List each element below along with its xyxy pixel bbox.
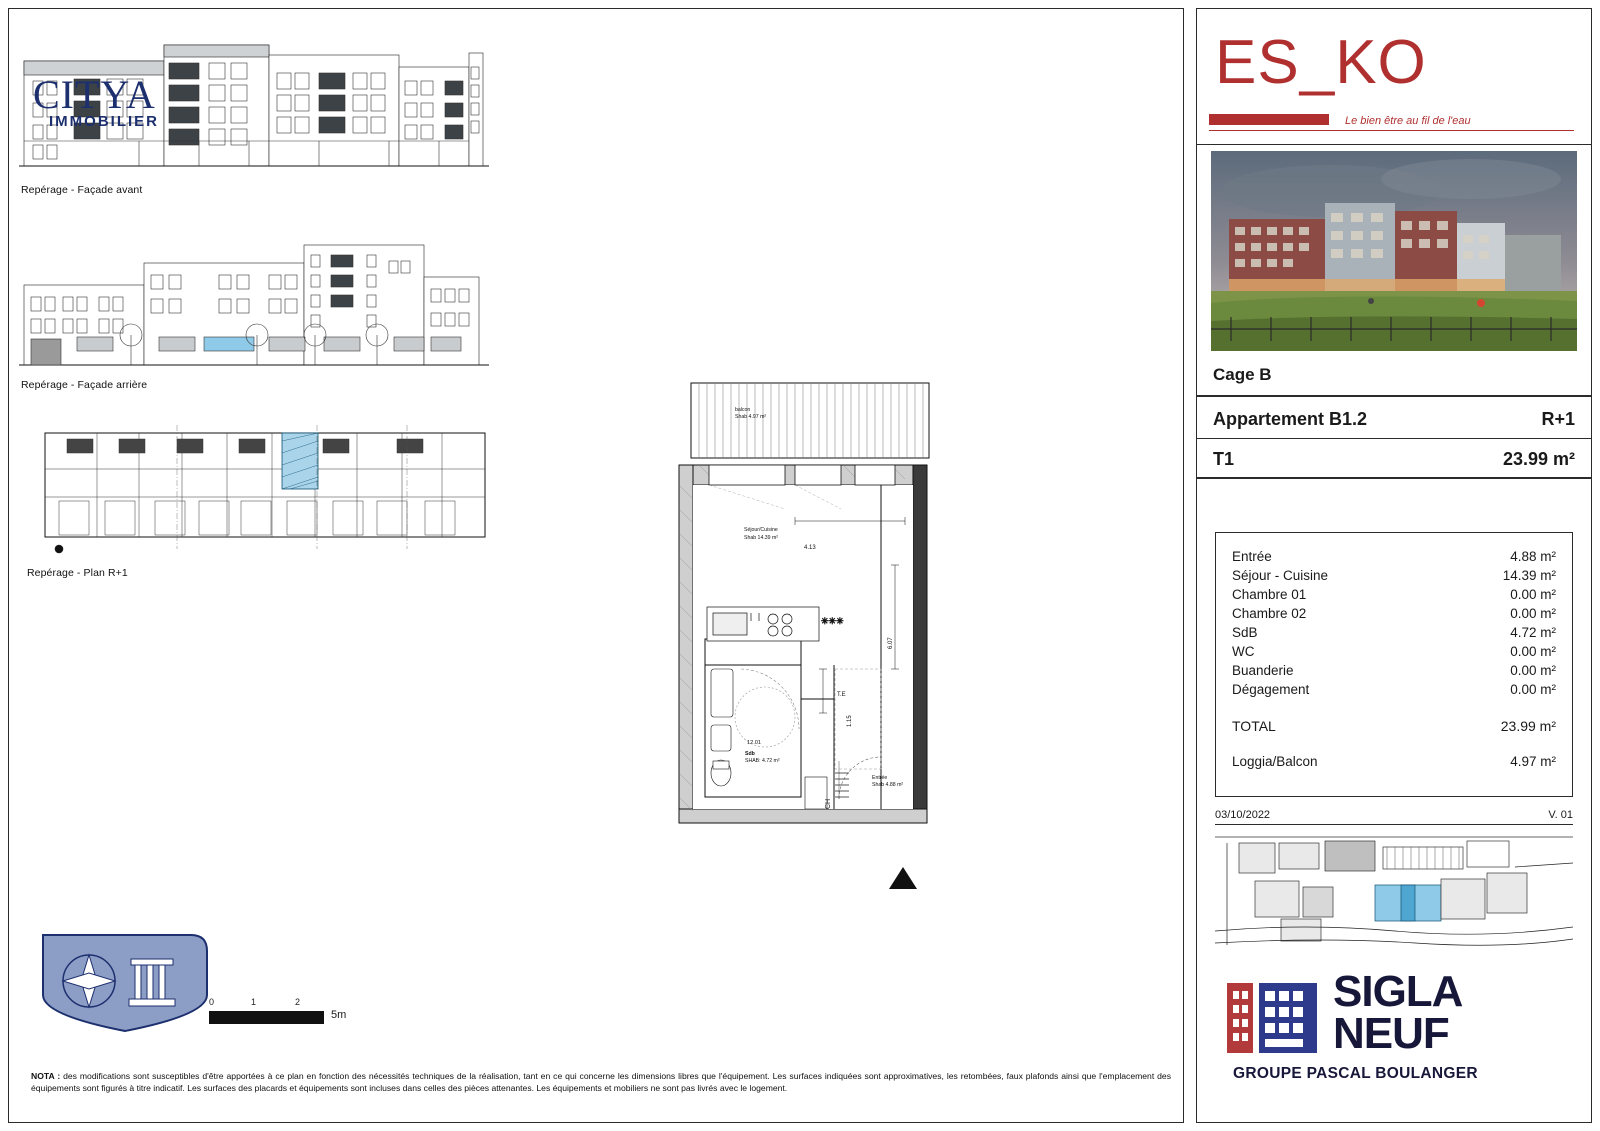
scale-tick-0: 0 bbox=[209, 997, 215, 1007]
nota-text bbox=[31, 1071, 1171, 1094]
surface-label: Entrée bbox=[1232, 549, 1272, 564]
plan-entree-area: Shab 4.88 m² bbox=[872, 782, 904, 788]
appartement-label: Appartement B1.2 bbox=[1213, 409, 1368, 429]
typologie-surface: 23.99 m² bbox=[1502, 449, 1575, 469]
table-row bbox=[1232, 642, 1556, 661]
plan-entree-label: Entrée bbox=[872, 775, 888, 781]
surface-label: Chambre 01 bbox=[1232, 587, 1307, 602]
surface-value: 14.39 m² bbox=[1502, 568, 1556, 583]
scale-bar bbox=[209, 997, 369, 1033]
info-panel bbox=[1196, 8, 1592, 1123]
esko-accent-bar bbox=[1209, 114, 1329, 125]
citya-name: CITYA bbox=[33, 72, 156, 117]
citya-logo bbox=[31, 931, 221, 1059]
sigla-line1: SIGLA bbox=[1333, 967, 1463, 1016]
loggia-row bbox=[1232, 752, 1556, 771]
apartment-floor-plan bbox=[669, 369, 959, 899]
surface-label: SdB bbox=[1232, 625, 1258, 640]
table-row bbox=[1232, 547, 1556, 566]
site-situation-map bbox=[1215, 827, 1573, 955]
citya-subtitle: IMMOBILIER bbox=[49, 113, 159, 130]
sigla-wordmark bbox=[1333, 967, 1463, 1058]
surface-label: Chambre 02 bbox=[1232, 606, 1307, 621]
nota-body: des modifications sont susceptibles d'être apportées à ce plan en fonction des nécessités techniques de la réalisation, tant en ce qui concerne les dimensions libres que l'équipement. Les surfaces indiquées sont approximatives, les retombées, faux plafonds ainsi que l'emplacement des équipements sont figurés à titre indicatif. Les surfaces des placards et équipements sont incluses dans celles des pièces attenantes. Les équipements et mobiliers ne sont pas livrés avec le logement. bbox=[31, 1071, 1172, 1093]
plan-dim-height: 6.07 bbox=[888, 637, 894, 649]
surface-value: 0.00 m² bbox=[1510, 644, 1556, 659]
typologie-type: T1 bbox=[1213, 449, 1235, 469]
plan-r1-keyplan bbox=[27, 419, 497, 559]
facade-arriere-elevation bbox=[19, 227, 489, 372]
svg-text:✳✳✳: ✳✳✳ bbox=[821, 616, 844, 626]
building-render-image bbox=[1211, 151, 1577, 351]
scale-label: 5m bbox=[331, 1009, 347, 1021]
plan-te-label: T.E bbox=[837, 692, 846, 698]
north-arrow-icon bbox=[889, 867, 917, 889]
scale-bar-fill bbox=[209, 1011, 324, 1024]
plan-sdb-number: 12.01 bbox=[747, 740, 761, 746]
sigla-neuf-logo bbox=[1215, 969, 1573, 1109]
cage-label: Cage B bbox=[1213, 365, 1272, 384]
surface-value: 0.00 m² bbox=[1510, 682, 1556, 697]
surface-label: WC bbox=[1232, 644, 1255, 659]
table-row bbox=[1232, 680, 1556, 699]
sigla-line2: NEUF bbox=[1333, 1009, 1449, 1058]
total-row bbox=[1232, 717, 1556, 736]
cage-row bbox=[1197, 359, 1591, 397]
esko-tagline: Le bien être au fil de l'eau bbox=[1345, 115, 1471, 127]
loggia-label: Loggia/Balcon bbox=[1232, 754, 1318, 769]
esko-logo-block bbox=[1197, 9, 1591, 145]
typologie-row bbox=[1197, 439, 1591, 479]
plan-balcony-area: Shab 4.97 m² bbox=[735, 414, 767, 420]
plan-sejour-label: Séjour/Cuisine bbox=[744, 527, 778, 533]
surfaces-table bbox=[1215, 532, 1573, 797]
nota-label: NOTA : bbox=[31, 1071, 61, 1081]
total-label: TOTAL bbox=[1232, 718, 1276, 734]
appartement-level: R+1 bbox=[1541, 409, 1575, 429]
plan-balcony-label: balcon bbox=[735, 407, 751, 413]
surface-label: Séjour - Cuisine bbox=[1232, 568, 1329, 583]
esko-rule bbox=[1209, 130, 1574, 131]
appartement-row bbox=[1197, 397, 1591, 439]
footer-meta bbox=[1215, 809, 1573, 825]
plan-sdb-area: SHAB: 4.72 m² bbox=[745, 758, 780, 764]
caption-facade-arriere: Repérage - Façade arrière bbox=[21, 379, 148, 391]
loggia-value: 4.97 m² bbox=[1510, 754, 1556, 769]
surface-value: 0.00 m² bbox=[1510, 663, 1556, 678]
document-date: 03/10/2022 bbox=[1215, 809, 1271, 821]
surface-value: 4.88 m² bbox=[1510, 549, 1556, 564]
sigla-subtitle: GROUPE PASCAL BOULANGER bbox=[1233, 1065, 1478, 1082]
scale-tick-2: 2 bbox=[295, 997, 301, 1007]
table-row bbox=[1232, 604, 1556, 623]
esko-wordmark: ES_KO bbox=[1215, 28, 1427, 97]
caption-plan-r1: Repérage - Plan R+1 bbox=[27, 567, 128, 579]
plan-dim-inner: 1.15 bbox=[847, 715, 853, 727]
scale-tick-1: 1 bbox=[251, 997, 257, 1007]
table-row bbox=[1232, 566, 1556, 585]
plan-dim-width: 4.13 bbox=[804, 545, 816, 551]
surface-value: 0.00 m² bbox=[1510, 606, 1556, 621]
table-row bbox=[1232, 661, 1556, 680]
document-version: V. 01 bbox=[1548, 809, 1573, 821]
surface-value: 0.00 m² bbox=[1510, 587, 1556, 602]
surface-label: Buanderie bbox=[1232, 663, 1294, 678]
table-row bbox=[1232, 585, 1556, 604]
surface-value: 4.72 m² bbox=[1510, 625, 1556, 640]
plan-sejour-area: Shab 14.39 m² bbox=[744, 535, 779, 541]
surface-label: Dégagement bbox=[1232, 682, 1310, 697]
caption-facade-avant: Repérage - Façade avant bbox=[21, 184, 143, 196]
plan-ch-label: CH bbox=[825, 798, 832, 809]
table-row bbox=[1232, 623, 1556, 642]
left-drawing-panel bbox=[8, 8, 1184, 1123]
total-value: 23.99 m² bbox=[1500, 718, 1556, 734]
plan-sdb-label: Sdb bbox=[745, 751, 755, 757]
